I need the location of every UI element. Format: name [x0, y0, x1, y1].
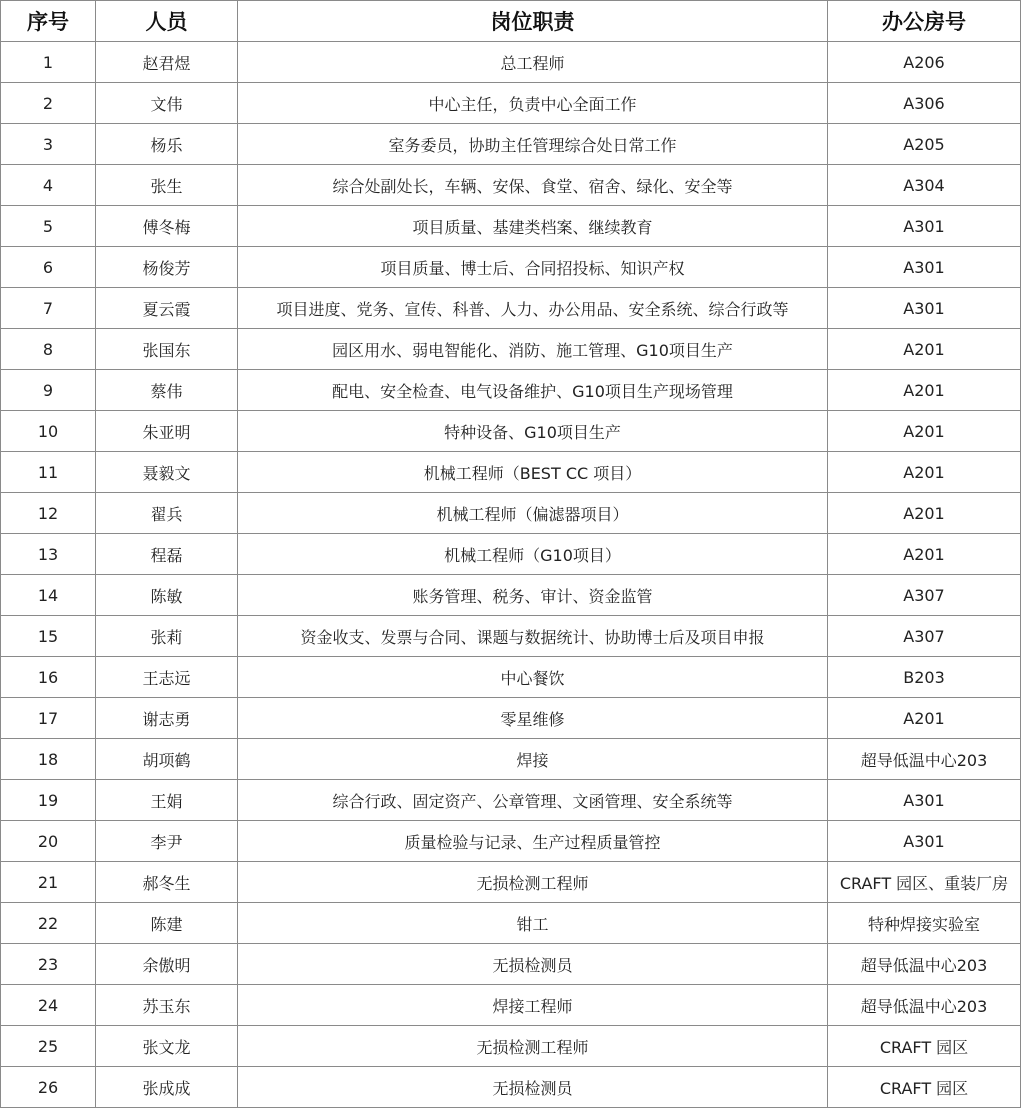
cell-office-room: A306: [828, 83, 1021, 124]
table-row: [1, 780, 1021, 821]
cell-person-name: 文伟: [96, 83, 238, 124]
cell-office-room: A301: [828, 288, 1021, 329]
cell-duties: 焊接工程师: [238, 985, 828, 1026]
table-row: [1, 42, 1021, 83]
header-serial-number: 序号: [1, 1, 96, 42]
cell-person-name: 陈敏: [96, 575, 238, 616]
cell-duties: 无损检测工程师: [238, 862, 828, 903]
header-duties: 岗位职责: [238, 1, 828, 42]
cell-person-name: 聂毅文: [96, 452, 238, 493]
table-row: [1, 739, 1021, 780]
cell-person-name: 程磊: [96, 534, 238, 575]
cell-person-name: 陈建: [96, 903, 238, 944]
cell-office-room: A201: [828, 534, 1021, 575]
cell-duties: 室务委员，协助主任管理综合处日常工作: [238, 124, 828, 165]
cell-person-name: 郝冬生: [96, 862, 238, 903]
cell-office-room: 超导低温中心203: [828, 944, 1021, 985]
cell-duties: 综合行政、固定资产、公章管理、文函管理、安全系统等: [238, 780, 828, 821]
cell-serial-number: 24: [1, 985, 96, 1026]
cell-person-name: 夏云霞: [96, 288, 238, 329]
cell-duties: 机械工程师（偏滤器项目）: [238, 493, 828, 534]
cell-serial-number: 12: [1, 493, 96, 534]
cell-duties: 总工程师: [238, 42, 828, 83]
table-row: [1, 616, 1021, 657]
cell-person-name: 王志远: [96, 657, 238, 698]
cell-office-room: A304: [828, 165, 1021, 206]
cell-duties: 项目进度、党务、宣传、科普、人力、办公用品、安全系统、综合行政等: [238, 288, 828, 329]
cell-duties: 综合处副处长，车辆、安保、食堂、宿舍、绿化、安全等: [238, 165, 828, 206]
cell-office-room: A301: [828, 247, 1021, 288]
cell-serial-number: 6: [1, 247, 96, 288]
cell-office-room: CRAFT 园区: [828, 1026, 1021, 1067]
cell-serial-number: 15: [1, 616, 96, 657]
cell-office-room: 特种焊接实验室: [828, 903, 1021, 944]
cell-duties: 园区用水、弱电智能化、消防、施工管理、G10项目生产: [238, 329, 828, 370]
cell-person-name: 翟兵: [96, 493, 238, 534]
cell-person-name: 张生: [96, 165, 238, 206]
cell-duties: 账务管理、税务、审计、资金监管: [238, 575, 828, 616]
table-row: [1, 247, 1021, 288]
cell-serial-number: 7: [1, 288, 96, 329]
cell-person-name: 胡项鹤: [96, 739, 238, 780]
cell-person-name: 赵君煜: [96, 42, 238, 83]
cell-duties: 机械工程师（BEST CC 项目）: [238, 452, 828, 493]
table-row: [1, 944, 1021, 985]
cell-office-room: A201: [828, 452, 1021, 493]
cell-person-name: 杨乐: [96, 124, 238, 165]
cell-person-name: 苏玉东: [96, 985, 238, 1026]
cell-duties: 中心主任，负责中心全面工作: [238, 83, 828, 124]
table-row: [1, 165, 1021, 206]
cell-person-name: 谢志勇: [96, 698, 238, 739]
table-row: [1, 1026, 1021, 1067]
table-row: [1, 493, 1021, 534]
cell-person-name: 张成成: [96, 1067, 238, 1108]
cell-serial-number: 22: [1, 903, 96, 944]
cell-person-name: 张文龙: [96, 1026, 238, 1067]
cell-duties: 无损检测工程师: [238, 1026, 828, 1067]
cell-duties: 配电、安全检查、电气设备维护、G10项目生产现场管理: [238, 370, 828, 411]
cell-office-room: CRAFT 园区、重装厂房: [828, 862, 1021, 903]
cell-serial-number: 25: [1, 1026, 96, 1067]
cell-serial-number: 23: [1, 944, 96, 985]
cell-serial-number: 11: [1, 452, 96, 493]
cell-duties: 零星维修: [238, 698, 828, 739]
cell-serial-number: 2: [1, 83, 96, 124]
cell-serial-number: 26: [1, 1067, 96, 1108]
cell-serial-number: 17: [1, 698, 96, 739]
cell-serial-number: 1: [1, 42, 96, 83]
table-row: [1, 985, 1021, 1026]
cell-office-room: A301: [828, 821, 1021, 862]
cell-person-name: 张莉: [96, 616, 238, 657]
cell-serial-number: 13: [1, 534, 96, 575]
cell-person-name: 朱亚明: [96, 411, 238, 452]
cell-person-name: 傅冬梅: [96, 206, 238, 247]
cell-person-name: 张国东: [96, 329, 238, 370]
table-row: [1, 329, 1021, 370]
table-header-row: [1, 1, 1021, 42]
table-row: [1, 1067, 1021, 1108]
cell-serial-number: 21: [1, 862, 96, 903]
cell-serial-number: 20: [1, 821, 96, 862]
cell-duties: 特种设备、G10项目生产: [238, 411, 828, 452]
table-row: [1, 370, 1021, 411]
header-personnel: 人员: [96, 1, 238, 42]
table-body: [1, 42, 1021, 1108]
cell-office-room: A205: [828, 124, 1021, 165]
cell-office-room: A201: [828, 411, 1021, 452]
cell-office-room: 超导低温中心203: [828, 739, 1021, 780]
cell-duties: 无损检测员: [238, 944, 828, 985]
table-row: [1, 862, 1021, 903]
cell-duties: 钳工: [238, 903, 828, 944]
cell-office-room: A301: [828, 780, 1021, 821]
cell-duties: 中心餐饮: [238, 657, 828, 698]
cell-office-room: A201: [828, 329, 1021, 370]
cell-office-room: A307: [828, 616, 1021, 657]
cell-duties: 资金收支、发票与合同、课题与数据统计、协助博士后及项目申报: [238, 616, 828, 657]
table-row: [1, 903, 1021, 944]
cell-duties: 质量检验与记录、生产过程质量管控: [238, 821, 828, 862]
cell-office-room: A307: [828, 575, 1021, 616]
cell-office-room: 超导低温中心203: [828, 985, 1021, 1026]
cell-office-room: A201: [828, 698, 1021, 739]
table-row: [1, 698, 1021, 739]
cell-office-room: A301: [828, 206, 1021, 247]
table-row: [1, 288, 1021, 329]
cell-office-room: A201: [828, 493, 1021, 534]
table-row: [1, 452, 1021, 493]
cell-serial-number: 19: [1, 780, 96, 821]
cell-serial-number: 4: [1, 165, 96, 206]
cell-person-name: 蔡伟: [96, 370, 238, 411]
table-row: [1, 411, 1021, 452]
cell-serial-number: 8: [1, 329, 96, 370]
cell-duties: 机械工程师（G10项目）: [238, 534, 828, 575]
table-row: [1, 124, 1021, 165]
cell-serial-number: 18: [1, 739, 96, 780]
header-office-room: 办公房号: [828, 1, 1021, 42]
cell-serial-number: 14: [1, 575, 96, 616]
table-row: [1, 575, 1021, 616]
cell-person-name: 王娟: [96, 780, 238, 821]
cell-office-room: B203: [828, 657, 1021, 698]
cell-person-name: 杨俊芳: [96, 247, 238, 288]
cell-duties: 焊接: [238, 739, 828, 780]
table-row: [1, 206, 1021, 247]
table-row: [1, 821, 1021, 862]
cell-office-room: CRAFT 园区: [828, 1067, 1021, 1108]
cell-person-name: 余傲明: [96, 944, 238, 985]
cell-duties: 无损检测员: [238, 1067, 828, 1108]
cell-serial-number: 9: [1, 370, 96, 411]
table-row: [1, 657, 1021, 698]
cell-serial-number: 16: [1, 657, 96, 698]
cell-duties: 项目质量、基建类档案、继续教育: [238, 206, 828, 247]
cell-office-room: A206: [828, 42, 1021, 83]
table-row: [1, 83, 1021, 124]
cell-person-name: 李尹: [96, 821, 238, 862]
cell-duties: 项目质量、博士后、合同招投标、知识产权: [238, 247, 828, 288]
cell-serial-number: 3: [1, 124, 96, 165]
table-row: [1, 534, 1021, 575]
cell-serial-number: 5: [1, 206, 96, 247]
cell-serial-number: 10: [1, 411, 96, 452]
cell-office-room: A201: [828, 370, 1021, 411]
